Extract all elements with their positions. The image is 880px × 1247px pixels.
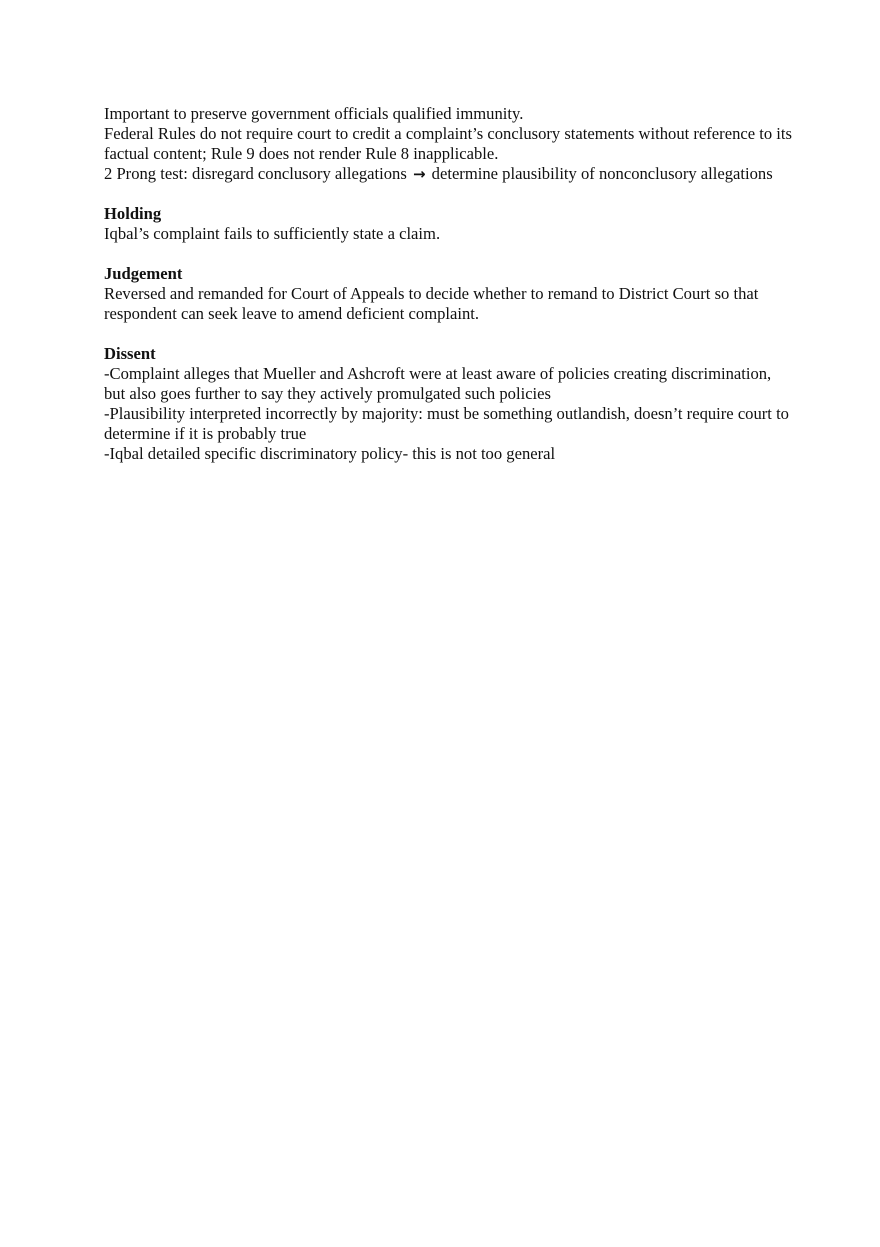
- holding-heading: Holding: [104, 204, 162, 223]
- holding-section: [104, 204, 794, 244]
- intro-line-federal-rules: Federal Rules do not require court to credit a complaint’s conclusory statements without reference to its factual content; Rule 9 does not render Rule 8 inapplicable.: [104, 124, 792, 163]
- dissent-point: -Complaint alleges that Mueller and Ashcroft were at least aware of policies creating discrimination, but also goes further to say they actively promulgated such policies: [104, 364, 772, 403]
- document-body: [104, 104, 794, 464]
- dissent-section: [104, 344, 794, 464]
- judgement-text: Reversed and remanded for Court of Appeals to decide whether to remand to District Court so that respondent can seek leave to amend deficient complaint.: [104, 284, 759, 323]
- intro-line-two-prong-test: [104, 164, 794, 184]
- dissent-heading: Dissent: [104, 344, 156, 363]
- dissent-point: -Plausibility interpreted incorrectly by majority: must be something outlandish, doesn’t require court to determine if it is probably true: [104, 404, 789, 443]
- two-prong-test-second-step: determine plausibility of nonconclusory allegations: [431, 164, 773, 183]
- intro-section: [104, 104, 794, 184]
- judgement-heading: Judgement: [104, 264, 183, 283]
- judgement-section: [104, 264, 794, 324]
- holding-text: Iqbal’s complaint fails to sufficiently state a claim.: [104, 224, 441, 243]
- intro-line-immunity: Important to preserve government officials qualified immunity.: [104, 104, 524, 123]
- dissent-point: -Iqbal detailed specific discriminatory policy- this is not too general: [104, 444, 556, 463]
- two-prong-test-first-step: 2 Prong test: disregard conclusory allegations: [104, 164, 407, 183]
- right-arrow-icon: →: [412, 165, 426, 183]
